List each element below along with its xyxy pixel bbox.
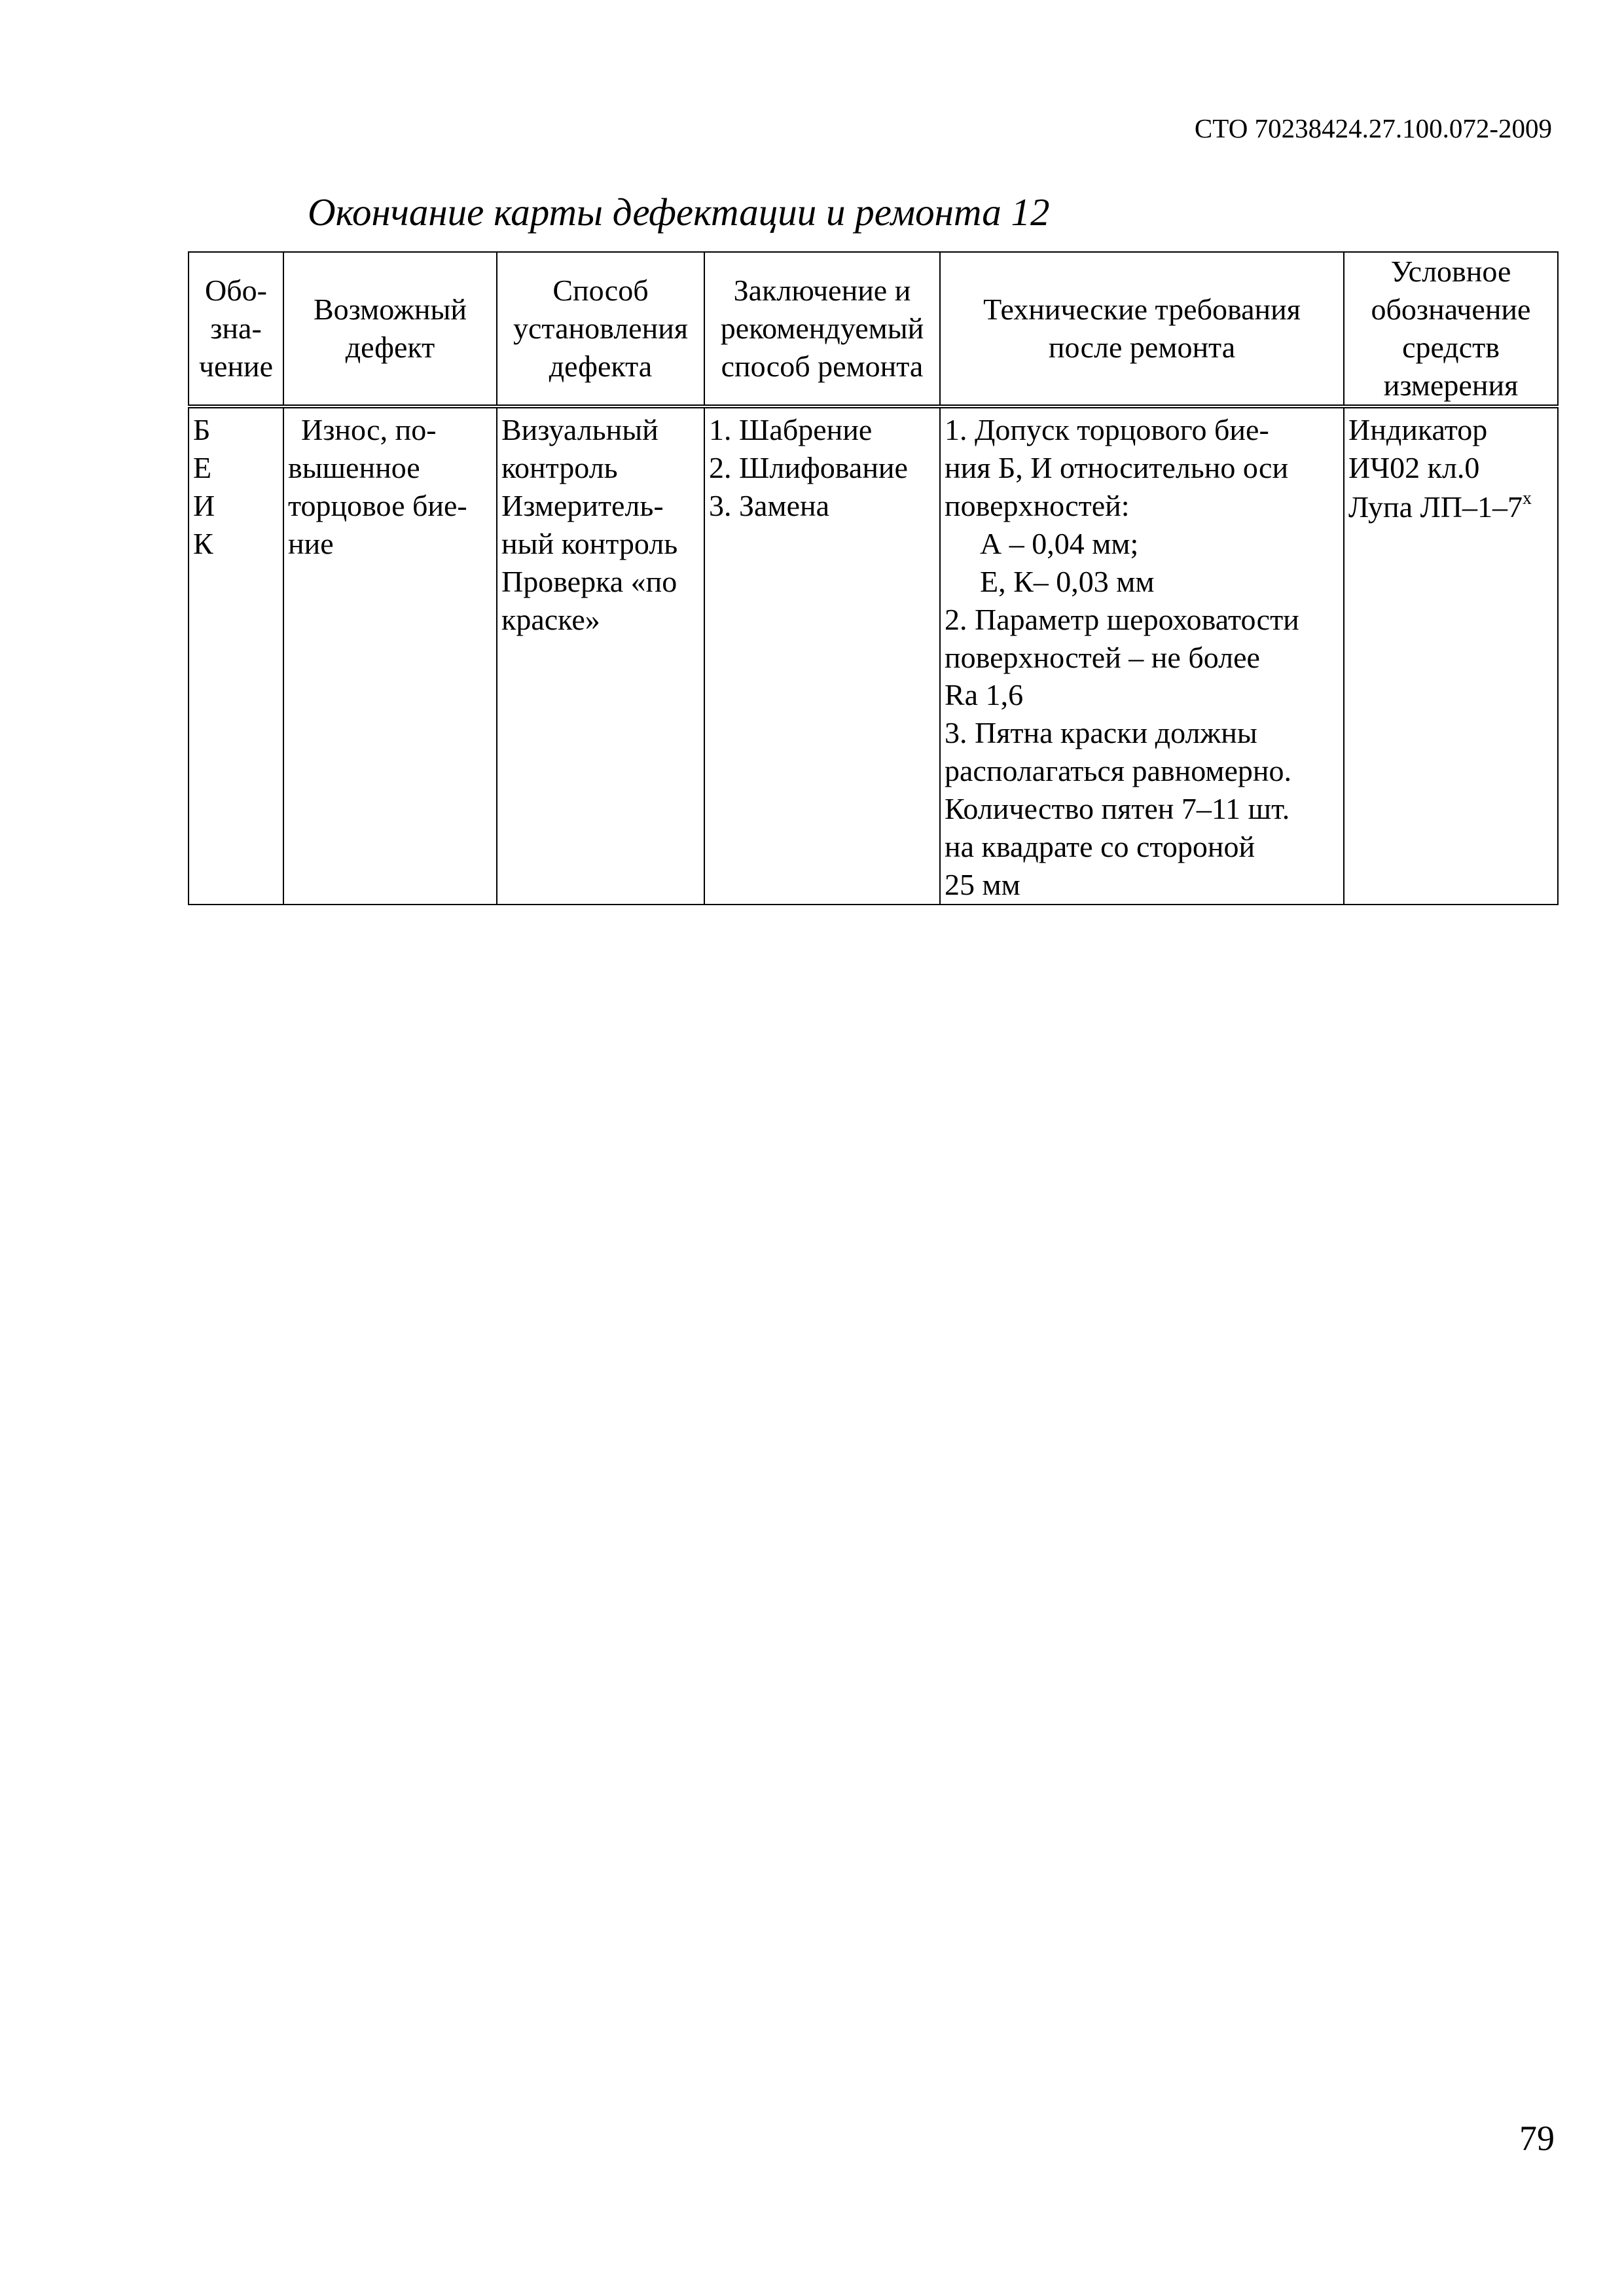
header-text: установления <box>513 311 688 345</box>
header-text: Условное <box>1390 255 1511 288</box>
header-designation <box>189 252 283 406</box>
cell-text: контроль <box>501 450 618 484</box>
header-text: измерения <box>1383 368 1519 402</box>
cell-text: Ra 1,6 <box>945 678 1024 712</box>
header-requirements <box>940 252 1344 406</box>
header-text: дефекта <box>549 349 653 383</box>
cell-text-line <box>1348 487 1553 526</box>
header-conclusion <box>704 252 940 406</box>
cell-text: Износ, по- <box>301 412 437 446</box>
cell-text: торцовое бие- <box>288 488 467 522</box>
cell-text: 3. Пятна краски должны <box>945 716 1257 750</box>
cell-text: Б <box>193 412 211 446</box>
header-text: Заключение и <box>733 273 911 307</box>
header-text: дефект <box>345 330 435 364</box>
cell-text: 25 мм <box>945 868 1020 902</box>
table-title: Окончание карты дефектации и ремонта 12 <box>308 190 1050 234</box>
cell-text: Количество пятен 7–11 шт. <box>945 792 1290 826</box>
cell-requirements <box>940 406 1344 905</box>
cell-text: ния Б, И относительно оси <box>945 450 1289 484</box>
cell-designation <box>189 406 283 905</box>
cell-text: вышенное <box>288 450 420 484</box>
cell-text: И <box>193 488 215 522</box>
header-text: чение <box>198 349 274 383</box>
cell-text: ние <box>288 526 334 560</box>
cell-method <box>497 406 704 905</box>
cell-text: ный контроль <box>501 526 678 560</box>
superscript: х <box>1523 488 1532 509</box>
header-text: обозначение <box>1371 292 1531 326</box>
cell-text: Е <box>193 450 212 484</box>
cell-text: на квадрате со стороной <box>945 830 1255 864</box>
cell-text: Е, К– 0,03 мм <box>980 564 1155 598</box>
document-code: СТО 70238424.27.100.072-2009 <box>1194 113 1552 143</box>
cell-text: 2. Шлифование <box>709 450 908 484</box>
cell-text: поверхностей – не более <box>945 640 1260 674</box>
header-text: зна- <box>210 311 262 345</box>
cell-defect <box>283 406 497 905</box>
cell-text: краске» <box>501 602 600 636</box>
cell-text: поверхностей: <box>945 488 1130 522</box>
table-header-row <box>189 252 1558 406</box>
header-instruments <box>1344 252 1558 406</box>
header-text: Возможный <box>313 292 467 326</box>
header-text: Способ <box>552 273 649 307</box>
cell-text: 1. Допуск торцового бие- <box>945 412 1269 446</box>
cell-text: Проверка «по <box>501 564 677 598</box>
cell-text: 2. Параметр шероховатости <box>945 602 1299 636</box>
header-text: способ ремонта <box>721 349 924 383</box>
header-defect <box>283 252 497 406</box>
cell-text: располагаться равномерно. <box>945 754 1291 788</box>
cell-text: А – 0,04 мм; <box>980 526 1139 560</box>
header-method <box>497 252 704 406</box>
cell-conclusion <box>704 406 940 905</box>
cell-text: ИЧ02 кл.0 <box>1348 450 1480 484</box>
defect-repair-table <box>188 251 1559 905</box>
header-text: средств <box>1402 330 1500 364</box>
page-number: 79 <box>1519 2119 1555 2158</box>
header-text: Обо- <box>205 273 267 307</box>
header-text: рекомендуемый <box>720 311 924 345</box>
cell-text: 1. Шабрение <box>709 412 873 446</box>
table-row <box>189 406 1558 905</box>
cell-text: Визуальный <box>501 412 659 446</box>
cell-text: Индикатор <box>1348 412 1488 446</box>
header-text: Технические требования <box>983 292 1301 326</box>
cell-text: К <box>193 526 213 560</box>
cell-text: 3. Замена <box>709 488 830 522</box>
cell-text: Измеритель- <box>501 488 664 522</box>
header-text: после ремонта <box>1048 330 1236 364</box>
cell-text: Лупа ЛП–1–7 <box>1348 490 1523 524</box>
cell-instruments <box>1344 406 1558 905</box>
